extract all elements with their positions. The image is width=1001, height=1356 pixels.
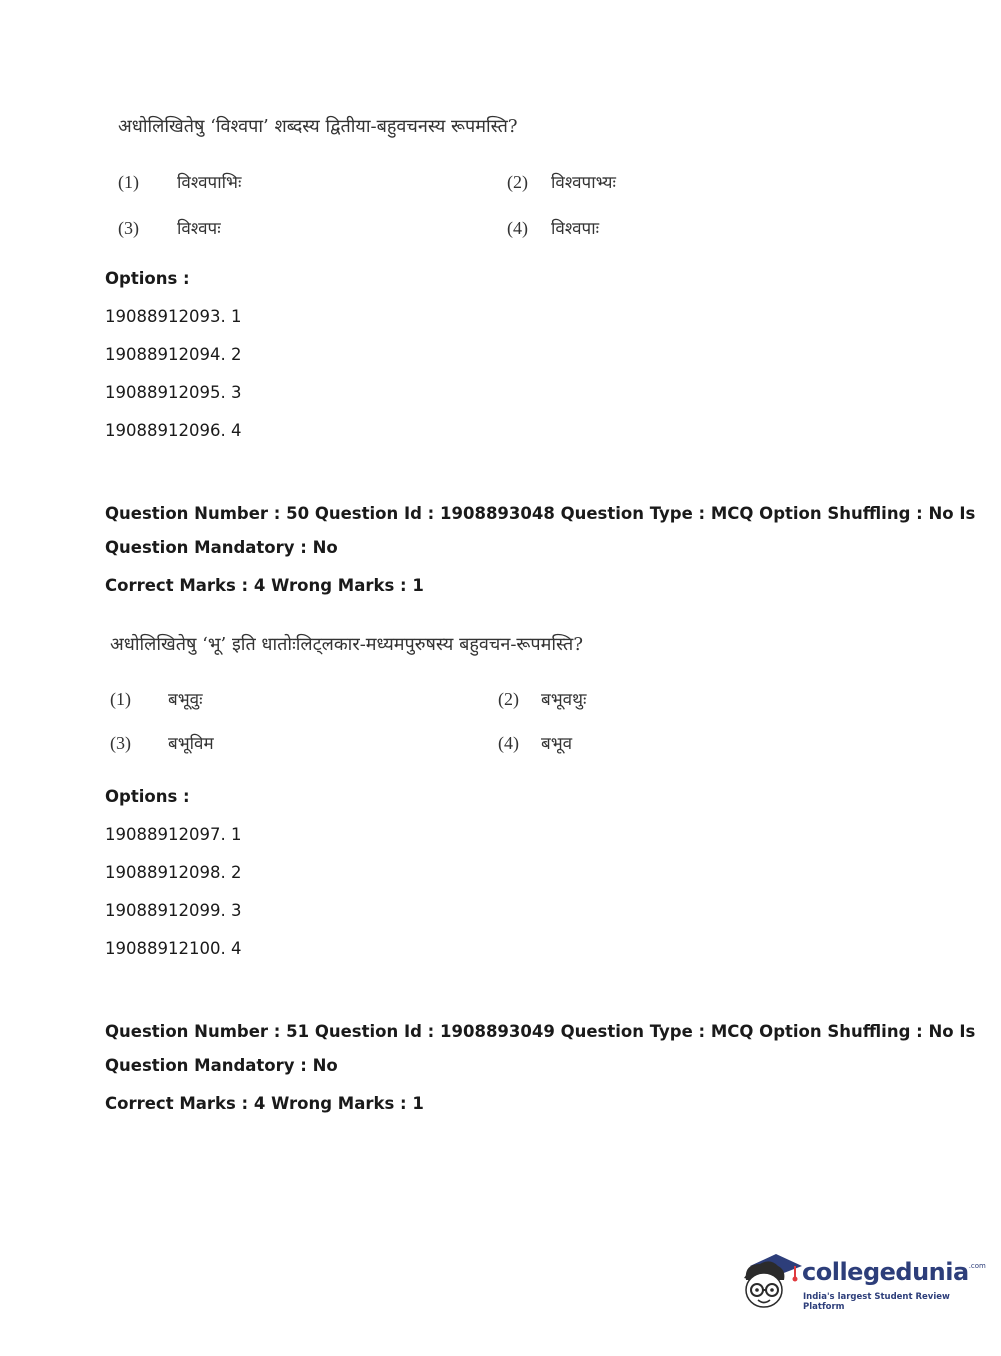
option-id-2: 19088912094. 2 bbox=[105, 345, 242, 364]
choice-3-text: बभूविम bbox=[168, 734, 214, 754]
option-id-2: 19088912098. 2 bbox=[105, 863, 242, 882]
choice-1-text: बभूवुः bbox=[168, 690, 203, 710]
option-id-3: 19088912095. 3 bbox=[105, 383, 242, 402]
question-51-meta-line2: Question Mandatory : No bbox=[105, 1056, 338, 1075]
question-51-marks: Correct Marks : 4 Wrong Marks : 1 bbox=[105, 1094, 424, 1113]
choice-3-number: (3) bbox=[118, 218, 139, 238]
logo-wordmark: collegedunia bbox=[802, 1258, 969, 1286]
options-label: Options : bbox=[105, 269, 190, 288]
choice-4-number: (4) bbox=[498, 733, 519, 753]
question-50-meta-line1: Question Number : 50 Question Id : 1908893048 Question Type : MCQ Option Shuffling : No Is bbox=[105, 504, 976, 523]
choice-4-number: (4) bbox=[507, 218, 528, 238]
choice-4-text: विश्वपाः bbox=[551, 219, 600, 239]
mascot-icon bbox=[742, 1250, 802, 1312]
collegedunia-logo bbox=[742, 1250, 986, 1314]
question-51-meta-line1: Question Number : 51 Question Id : 1908893049 Question Type : MCQ Option Shuffling : No Is bbox=[105, 1022, 976, 1041]
option-id-1: 19088912093. 1 bbox=[105, 307, 242, 326]
choice-3-number: (3) bbox=[110, 733, 131, 753]
option-id-1: 19088912097. 1 bbox=[105, 825, 242, 844]
question-50-text: अधोलिखितेषु ‘भू’ इति धातोःलिट्लकार-मध्यमपुरुषस्य बहुवचन-रूपमस्ति? bbox=[110, 634, 583, 655]
options-label: Options : bbox=[105, 787, 190, 806]
option-id-4: 19088912096. 4 bbox=[105, 421, 242, 440]
option-id-4: 19088912100. 4 bbox=[105, 939, 242, 958]
question-50-marks: Correct Marks : 4 Wrong Marks : 1 bbox=[105, 576, 424, 595]
logo-suffix: .com bbox=[968, 1262, 986, 1270]
choice-1-number: (1) bbox=[110, 689, 131, 709]
logo-tagline: India's largest Student Review Platform bbox=[803, 1292, 950, 1312]
choice-2-number: (2) bbox=[498, 689, 519, 709]
choice-1-text: विश्वपाभिः bbox=[177, 173, 242, 193]
choice-2-text: विश्वपाभ्यः bbox=[551, 173, 616, 193]
choice-3-text: विश्वपः bbox=[177, 219, 221, 239]
option-id-3: 19088912099. 3 bbox=[105, 901, 242, 920]
question-49-text: अधोलिखितेषु ‘विश्वपा’ शब्दस्य द्वितीया-बहुवचनस्य रूपमस्ति? bbox=[118, 116, 518, 137]
choice-2-number: (2) bbox=[507, 172, 528, 192]
choice-4-text: बभूव bbox=[541, 734, 573, 754]
choice-1-number: (1) bbox=[118, 172, 139, 192]
question-50-meta-line2: Question Mandatory : No bbox=[105, 538, 338, 557]
choice-2-text: बभूवथुः bbox=[541, 690, 587, 710]
